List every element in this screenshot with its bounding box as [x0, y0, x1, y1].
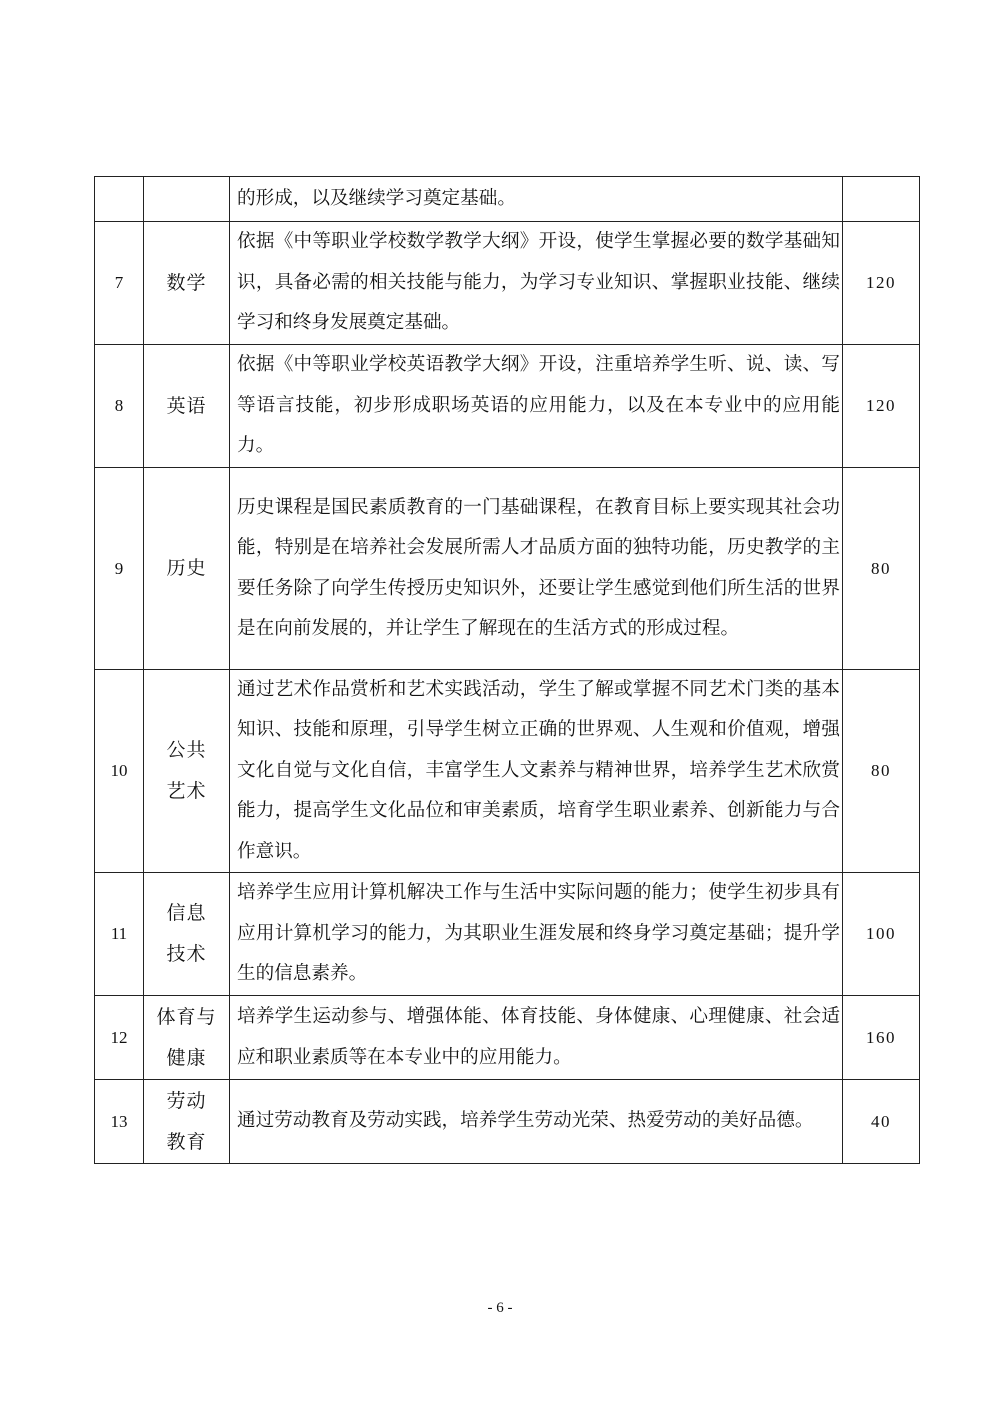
course-table	[94, 176, 920, 1164]
course-name-line: 历史	[166, 557, 207, 579]
course-description: 历史课程是国民素质教育的一门基础课程，在教育目标上要实现其社会功能，特别是在培养社会发展所需人才品质方面的独特功能，历史教学的主要任务除了向学生传授历史知识外，还要让学生感觉到他们所生活的世界是在向前发展的，并让学生了解现在的生活方式的形成过程。	[230, 468, 843, 670]
row-number: 13	[95, 1080, 144, 1164]
course-hours	[843, 177, 920, 222]
course-hours: 40	[843, 1080, 920, 1164]
course-hours: 160	[843, 996, 920, 1080]
course-description: 依据《中等职业学校数学教学大纲》开设，使学生掌握必要的数学基础知识，具备必需的相关技能与能力，为学习专业知识、掌握职业技能、继续学习和终身发展奠定基础。	[230, 222, 843, 345]
course-name	[144, 222, 230, 345]
table-row	[95, 345, 920, 468]
row-number: 8	[95, 345, 144, 468]
course-name	[144, 670, 230, 873]
course-name-line: 健康	[166, 1046, 207, 1069]
row-number: 9	[95, 468, 144, 670]
row-number: 11	[95, 873, 144, 996]
course-name-line: 劳动	[166, 1089, 207, 1112]
page-number: - 6 -	[487, 1300, 513, 1316]
course-name	[144, 468, 230, 670]
row-number: 7	[95, 222, 144, 345]
course-name-line: 教育	[166, 1130, 207, 1153]
table-row	[95, 468, 920, 670]
course-description: 通过艺术作品赏析和艺术实践活动，学生了解或掌握不同艺术门类的基本知识、技能和原理，引导学生树立正确的世界观、人生观和价值观，增强文化自觉与文化自信，丰富学生人文素养与精神世界，培养学生艺术欣赏能力，提高学生文化品位和审美素质，培育学生职业素养、创新能力与合作意识。	[230, 670, 843, 873]
table-row	[95, 1080, 920, 1164]
course-name-line: 艺术	[166, 780, 207, 803]
course-name-line: 技术	[166, 943, 207, 966]
course-name-line: 公共	[166, 739, 207, 762]
row-number	[95, 177, 144, 222]
course-description: 培养学生应用计算机解决工作与生活中实际问题的能力；使学生初步具有应用计算机学习的能力，为其职业生涯发展和终身学习奠定基础；提升学生的信息素养。	[230, 873, 843, 996]
row-number: 12	[95, 996, 144, 1080]
table-row	[95, 222, 920, 345]
table-row	[95, 177, 920, 222]
row-number: 10	[95, 670, 144, 873]
table-row	[95, 670, 920, 873]
course-description: 的形成，以及继续学习奠定基础。	[230, 177, 843, 222]
course-name-line: 体育与	[156, 1005, 217, 1028]
course-hours: 120	[843, 345, 920, 468]
course-name	[144, 345, 230, 468]
course-description: 培养学生运动参与、增强体能、体育技能、身体健康、心理健康、社会适应和职业素质等在本专业中的应用能力。	[230, 996, 843, 1080]
course-hours: 100	[843, 873, 920, 996]
table-row	[95, 996, 920, 1080]
course-description: 依据《中等职业学校英语教学大纲》开设，注重培养学生听、说、读、写等语言技能，初步形成职场英语的应用能力，以及在本专业中的应用能力。	[230, 345, 843, 468]
course-name	[144, 1080, 230, 1164]
course-description: 通过劳动教育及劳动实践，培养学生劳动光荣、热爱劳动的美好品德。	[230, 1080, 843, 1164]
course-name	[144, 177, 230, 222]
course-name-line: 信息	[166, 902, 207, 925]
course-hours: 80	[843, 468, 920, 670]
course-hours: 120	[843, 222, 920, 345]
course-name-line: 英语	[166, 394, 207, 417]
course-name	[144, 873, 230, 996]
course-name-line: 数学	[166, 271, 207, 294]
table-row	[95, 873, 920, 996]
course-name	[144, 996, 230, 1080]
course-hours: 80	[843, 670, 920, 873]
